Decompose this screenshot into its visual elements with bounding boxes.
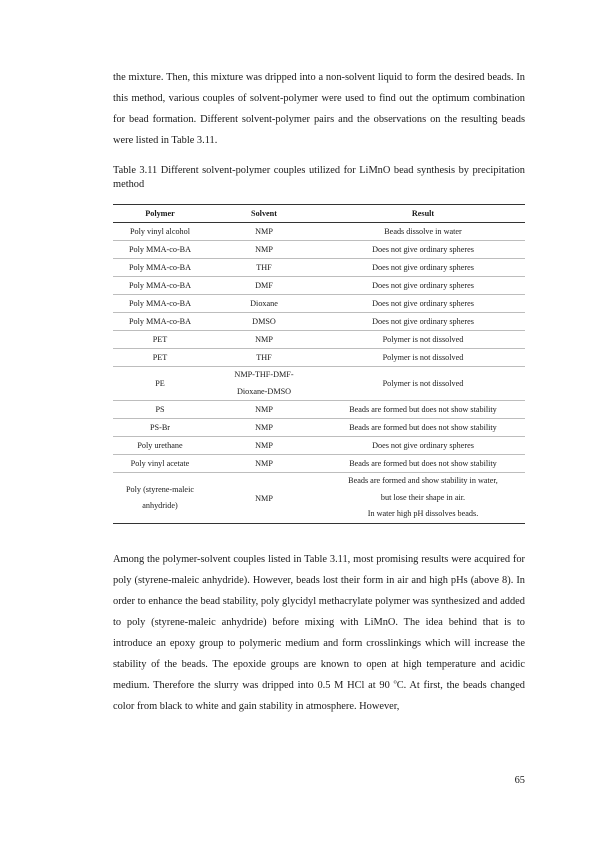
cell-polymer: PET	[113, 331, 207, 349]
cell-polymer: PS-Br	[113, 419, 207, 437]
cell-result: Beads are formed but does not show stability	[321, 401, 525, 419]
cell-polymer: PS	[113, 401, 207, 419]
table-row	[113, 473, 525, 524]
table-row	[113, 241, 525, 259]
cell-result	[321, 473, 525, 524]
cell-solvent: NMP	[207, 331, 321, 349]
cell-polymer-line: Poly (styrene-maleic	[126, 484, 194, 494]
cell-result: Polymer is not dissolved	[321, 349, 525, 367]
cell-polymer	[113, 473, 207, 524]
cell-polymer: Poly vinyl alcohol	[113, 223, 207, 241]
cell-solvent: Dioxane	[207, 295, 321, 313]
body-paragraph-top: the mixture. Then, this mixture was dripped into a non-solvent liquid to form the desired beads. In this method, various couples of solvent-polymer were used to find out the optimum combination for bead formation. Different solvent-polymer pairs and the observations on the resulting beads were listed in Table 3.11.	[113, 72, 525, 146]
table-row	[113, 313, 525, 331]
header-polymer: Polymer	[113, 205, 207, 223]
table-row	[113, 419, 525, 437]
cell-solvent: NMP	[207, 419, 321, 437]
table-row	[113, 259, 525, 277]
cell-solvent: NMP	[207, 437, 321, 455]
cell-solvent-line: Dioxane-DMSO	[236, 386, 292, 396]
cell-result: Beads are formed but does not show stability	[321, 455, 525, 473]
table-row	[113, 437, 525, 455]
cell-polymer: Poly urethane	[113, 437, 207, 455]
cell-solvent	[207, 367, 321, 401]
header-solvent: Solvent	[207, 205, 321, 223]
cell-polymer: Poly MMA-co-BA	[113, 295, 207, 313]
table-caption: Table 3.11 Different solvent-polymer couples utilized for LiMnO bead synthesis by precipitation method	[113, 165, 525, 190]
solvent-polymer-table	[113, 204, 525, 524]
cell-solvent: NMP	[207, 241, 321, 259]
cell-polymer: PE	[113, 367, 207, 401]
header-result: Result	[321, 205, 525, 223]
cell-result: Does not give ordinary spheres	[321, 437, 525, 455]
cell-polymer: Poly MMA-co-BA	[113, 241, 207, 259]
degree-superscript: o	[393, 678, 397, 686]
table-header-row	[113, 205, 525, 223]
cell-solvent: DMSO	[207, 313, 321, 331]
cell-result: Does not give ordinary spheres	[321, 241, 525, 259]
page-number: 65	[514, 775, 525, 786]
cell-polymer-line: anhydride)	[142, 501, 178, 510]
paragraph-text-continued: C. At first, the beads changed color from black to white and gain stability in atmosphere. However,	[113, 680, 525, 712]
cell-result: Does not give ordinary spheres	[321, 313, 525, 331]
body-paragraph-bottom	[113, 549, 525, 717]
table-row	[113, 331, 525, 349]
cell-result: Does not give ordinary spheres	[321, 295, 525, 313]
cell-solvent: THF	[207, 259, 321, 277]
cell-result: Polymer is not dissolved	[321, 331, 525, 349]
cell-result: Does not give ordinary spheres	[321, 259, 525, 277]
cell-polymer: PET	[113, 349, 207, 367]
cell-solvent: NMP	[207, 223, 321, 241]
cell-solvent: NMP	[207, 455, 321, 473]
cell-polymer: Poly MMA-co-BA	[113, 277, 207, 295]
cell-polymer: Poly MMA-co-BA	[113, 313, 207, 331]
table-row	[113, 455, 525, 473]
table-row	[113, 349, 525, 367]
table-row	[113, 223, 525, 241]
table-row	[113, 295, 525, 313]
table-row	[113, 401, 525, 419]
cell-polymer: Poly vinyl acetate	[113, 455, 207, 473]
cell-solvent-line: NMP-THF-DMF-	[234, 370, 294, 379]
cell-result-line: but lose their shape in air.	[380, 492, 466, 502]
cell-result: Beads dissolve in water	[321, 223, 525, 241]
cell-result: Beads are formed but does not show stability	[321, 419, 525, 437]
table-row	[113, 367, 525, 401]
cell-solvent: THF	[207, 349, 321, 367]
cell-result: Does not give ordinary spheres	[321, 277, 525, 295]
cell-polymer: Poly MMA-co-BA	[113, 259, 207, 277]
cell-result: Polymer is not dissolved	[321, 367, 525, 401]
table-row	[113, 277, 525, 295]
paragraph-text: Among the polymer-solvent couples listed in Table 3.11, most promising results were acquired for poly (styrene-maleic anhydride). However, beads lost their form in air and high pHs (above 8). In order to enhance the bead stability, poly glycidyl methacrylate polymer was synthesized and added to poly (styrene-maleic anhydride) before mixing with LiMnO. The idea behind that is to introduce an epoxy group to polymeric medium and form crosslinkings which will increase the stability of the beads. The epoxide groups are known to open at high temperature and acidic medium. Therefore the slurry was dripped into 0.5 M HCl at 90	[113, 554, 525, 691]
cell-solvent: NMP	[207, 473, 321, 524]
cell-result-line: Beads are formed and show stability in water,	[348, 476, 498, 486]
cell-solvent: NMP	[207, 401, 321, 419]
cell-solvent: DMF	[207, 277, 321, 295]
cell-result-line: In water high pH dissolves beads.	[367, 509, 479, 519]
